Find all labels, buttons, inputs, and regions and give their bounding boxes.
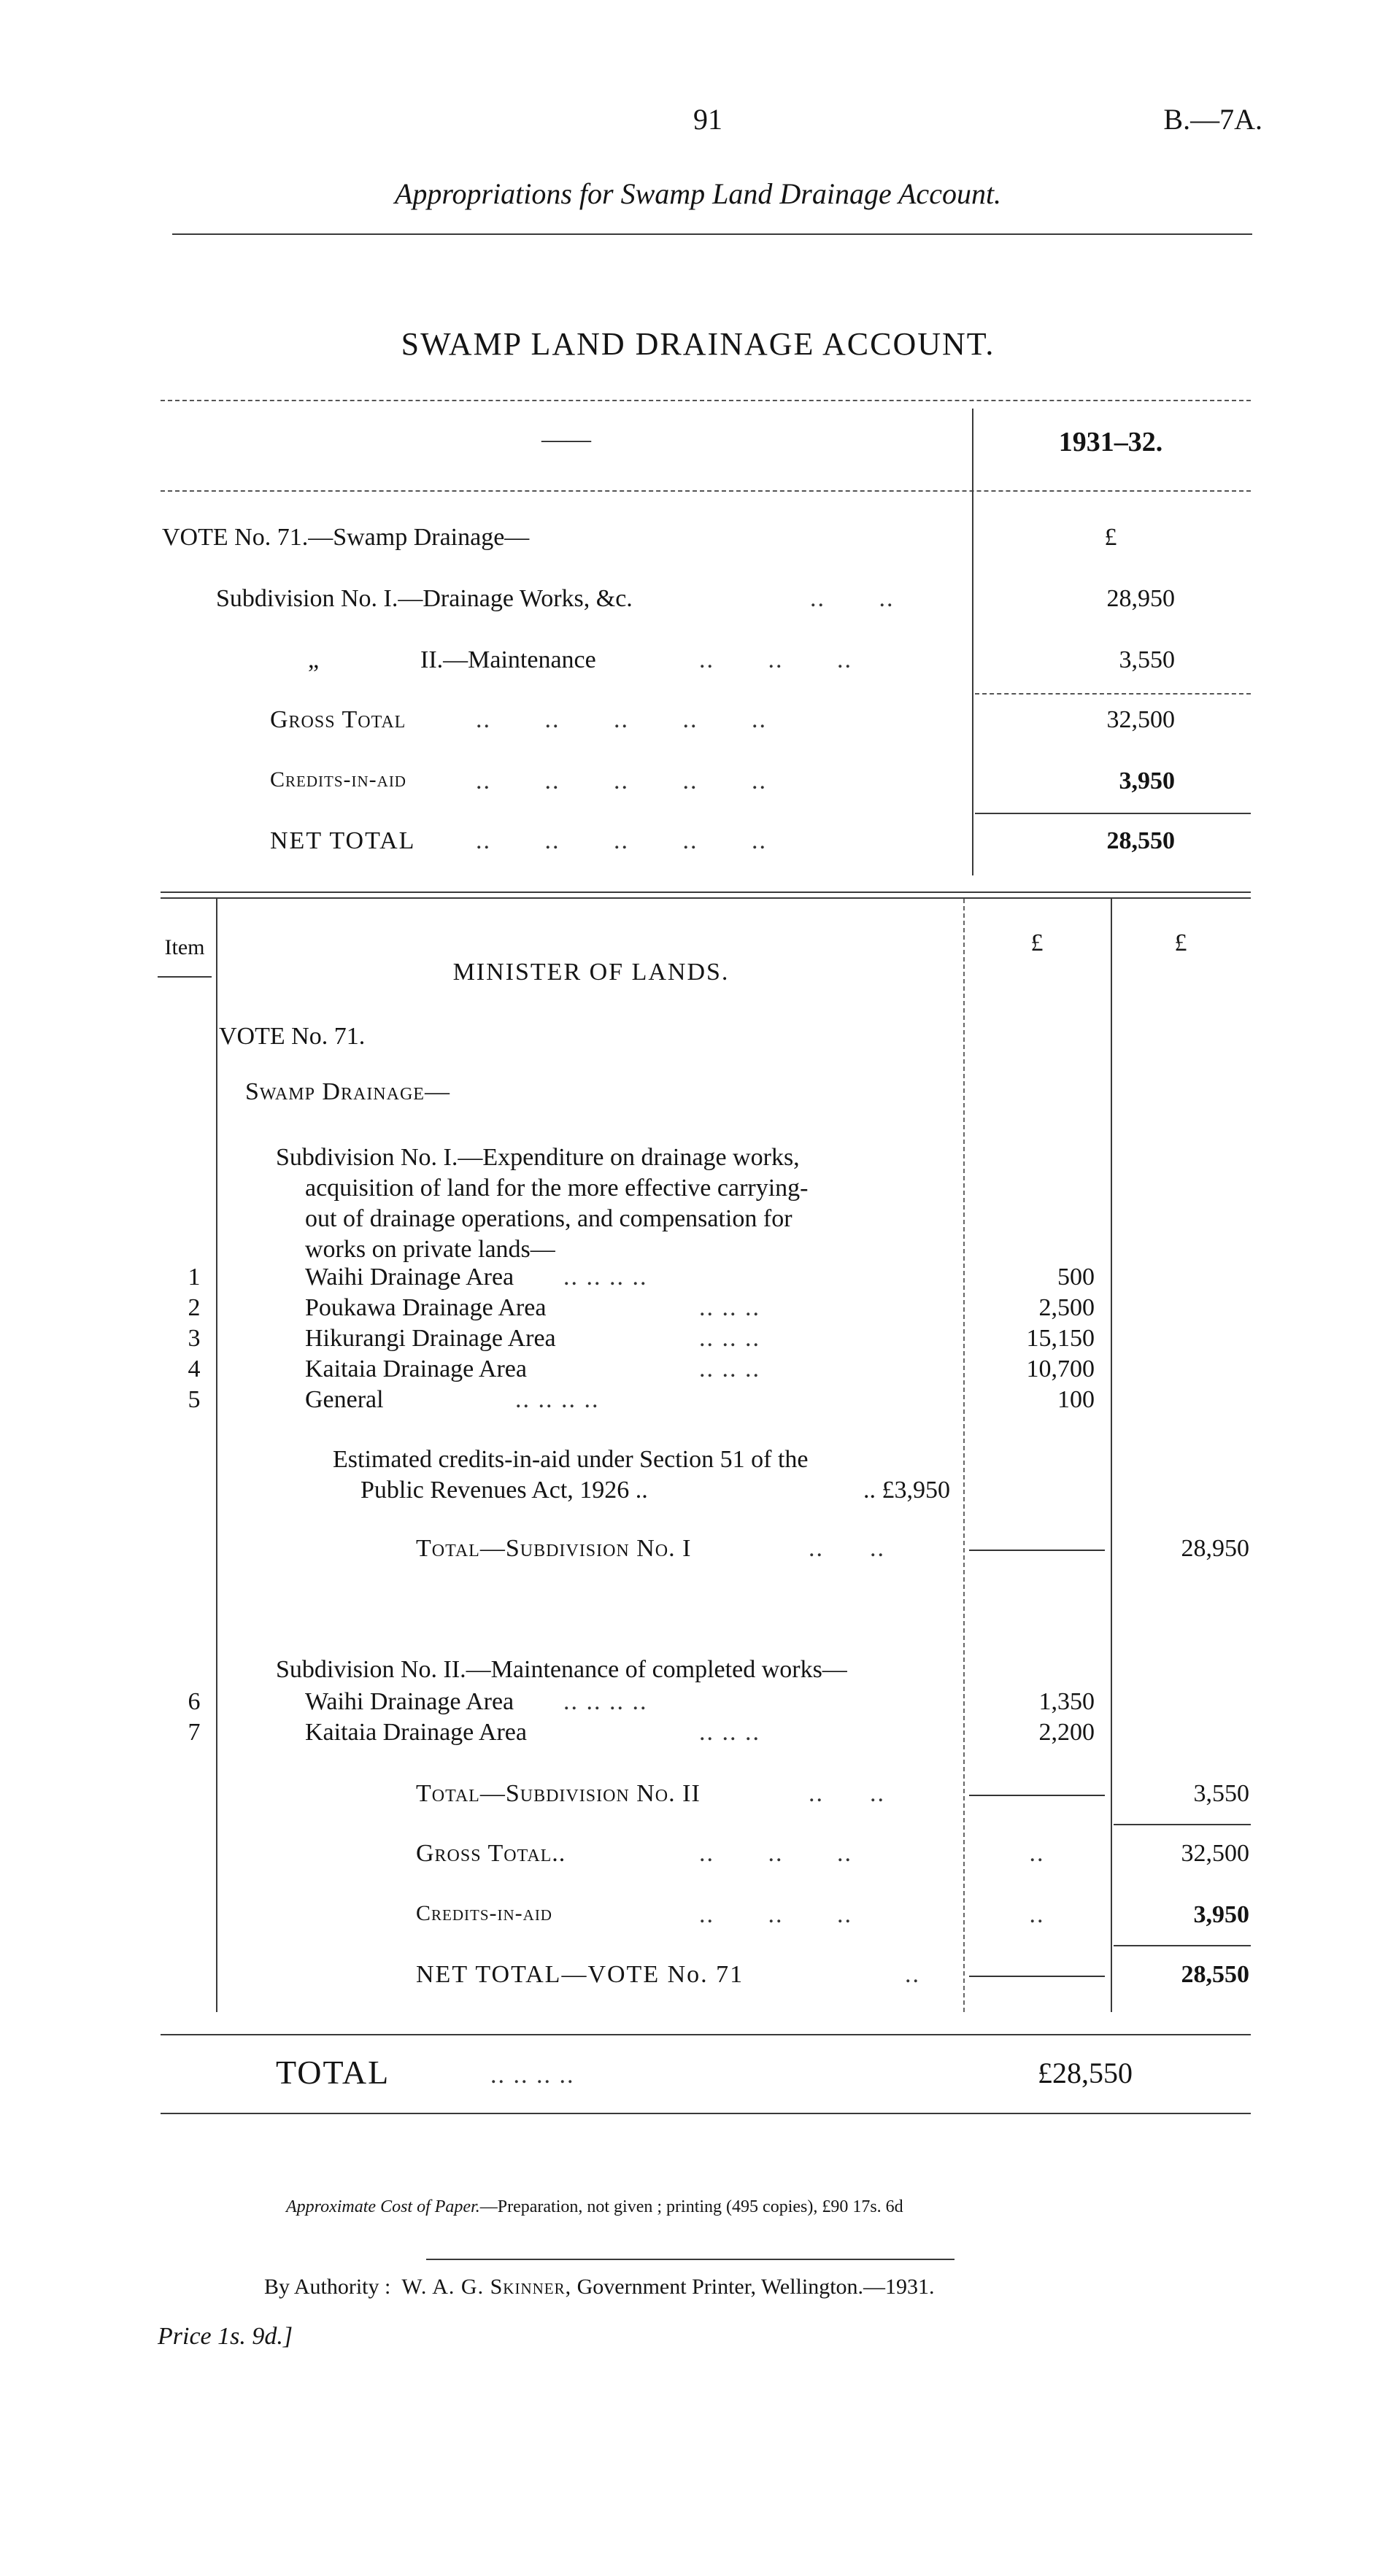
total-sub1-value: 28,950 <box>1181 1535 1249 1562</box>
authority-name: W. A. G. Skinner, <box>401 2275 572 2299</box>
summary-leader: .. .. .. <box>699 646 852 673</box>
item-label: Kaitaia Drainage Area <box>305 1355 527 1382</box>
item-number: 7 <box>188 1719 201 1746</box>
item-leader: .. .. .. <box>699 1294 760 1321</box>
total-sub2-value: 3,550 <box>1193 1780 1249 1807</box>
detail-net-label: NET TOTAL—VOTE No. 71 <box>416 1961 744 1988</box>
row-leader: .. .. <box>809 1780 885 1807</box>
item-value: 100 <box>1057 1386 1095 1413</box>
sub2-description: Subdivision No. II.—Maintenance of completed works— <box>276 1656 847 1683</box>
row-leader: .. .. <box>809 1535 885 1562</box>
header-rule <box>172 233 1252 235</box>
authority-text: Government Printer, Wellington.—1931. <box>576 2275 935 2299</box>
item-value: 15,150 <box>1026 1325 1095 1352</box>
row-leader: .. .. .. <box>699 1840 852 1867</box>
price: Price 1s. 9d.] <box>158 2323 293 2350</box>
total-sub1-line <box>969 1550 1105 1551</box>
item-value: 2,200 <box>1038 1719 1095 1746</box>
summary-leader: .. .. <box>810 585 895 612</box>
detail-gross-rule <box>1114 1824 1251 1825</box>
total-sub2-line <box>969 1795 1105 1796</box>
item-leader: .. .. .. <box>699 1719 760 1746</box>
item-leader: .. .. .. <box>699 1325 760 1352</box>
item-label: Hikurangi Drainage Area <box>305 1325 556 1352</box>
sub1-description-line: works on private lands— <box>305 1236 555 1263</box>
detail-net-value: 28,550 <box>1181 1961 1249 1988</box>
detail-top-rule <box>161 891 1251 893</box>
item-leader: .. .. .. <box>699 1355 760 1382</box>
cost-of-paper-text: —Preparation, not given ; printing (495 copies), £90 17s. 6d <box>479 2197 903 2216</box>
page-number: 91 <box>693 103 722 136</box>
summary-credits-label: Credits-in-aid <box>270 767 406 792</box>
detail-currency-col1: £ <box>1030 929 1044 956</box>
grand-total-top-rule <box>161 2034 1251 2035</box>
summary-net-value: 28,550 <box>1106 827 1175 854</box>
item-column-header: Item <box>164 935 205 959</box>
cost-of-paper-note <box>286 2197 903 2217</box>
summary-vote-line: VOTE No. 71.—Swamp Drainage— <box>162 524 530 551</box>
minister-heading: MINISTER OF LANDS. <box>452 959 730 986</box>
summary-sub1-value: 28,950 <box>1106 585 1175 612</box>
summary-sub1-label: Subdivision No. I.—Drainage Works, &c. <box>216 585 633 612</box>
item-label: Waihi Drainage Area <box>305 1264 514 1291</box>
item-number: 3 <box>188 1325 201 1352</box>
grand-total-bottom-rule <box>161 2113 1251 2114</box>
grand-total-label: TOTAL <box>276 2054 390 2091</box>
item-label: General <box>305 1386 384 1413</box>
detail-currency-col2: £ <box>1174 929 1187 956</box>
detail-credits-label: Credits-in-aid <box>416 1901 552 1925</box>
grand-total-value: £28,550 <box>1038 2057 1133 2089</box>
summary-top-rule <box>161 400 1251 401</box>
grand-total-leader: .. .. .. .. <box>490 2062 575 2089</box>
summary-currency: £ <box>1104 524 1117 551</box>
summary-head-rule <box>161 490 1251 492</box>
summary-leader: .. .. .. .. .. <box>476 706 767 733</box>
detail-top-rule-double <box>161 897 1251 899</box>
summary-col-head-left: —— <box>541 426 591 453</box>
item-number: 4 <box>188 1355 201 1382</box>
footer-rule <box>426 2259 955 2260</box>
cost-of-paper-prefix: Approximate Cost of Paper. <box>286 2197 480 2216</box>
total-sub1-label: Total—Subdivision No. I <box>416 1535 692 1562</box>
authority-prefix: By Authority : <box>264 2275 391 2299</box>
item-number: 2 <box>188 1294 201 1321</box>
authority-line <box>264 2275 935 2300</box>
summary-leader: .. .. .. .. .. <box>476 767 767 794</box>
summary-sub2-label: II.—Maintenance <box>420 646 596 673</box>
sub1-description-line: acquisition of land for the more effective carrying- <box>305 1175 809 1202</box>
running-title: Appropriations for Swamp Land Drainage Account. <box>394 177 1002 210</box>
item-label: Kaitaia Drainage Area <box>305 1719 527 1746</box>
item-value: 1,350 <box>1038 1688 1095 1715</box>
sub1-description-line: out of drainage operations, and compensation for <box>305 1205 793 1232</box>
item-leader: .. .. .. .. <box>515 1386 600 1413</box>
detail-net-rule <box>1114 1945 1251 1946</box>
summary-sub2-ditto: „ <box>308 646 320 673</box>
item-leader: .. .. .. .. <box>563 1264 648 1291</box>
vote-heading: VOTE No. 71. <box>219 1023 366 1050</box>
detail-ditto-dots: .. <box>1029 1901 1045 1928</box>
summary-leader: .. .. .. .. .. <box>476 827 767 854</box>
summary-net-rule <box>975 813 1251 814</box>
estimated-credits-line: Public Revenues Act, 1926 .. <box>360 1477 648 1504</box>
document-reference: B.—7A. <box>1163 103 1262 136</box>
item-number: 5 <box>188 1386 201 1413</box>
item-value: 500 <box>1057 1264 1095 1291</box>
detail-net-line <box>969 1976 1105 1977</box>
row-leader: .. .. .. <box>699 1901 852 1928</box>
row-leader: .. <box>905 1961 920 1988</box>
summary-gross-label: Gross Total <box>270 706 406 733</box>
item-number: 1 <box>188 1264 201 1291</box>
detail-ditto-dots: .. <box>1029 1840 1045 1867</box>
summary-subtotal-rule <box>975 693 1251 695</box>
item-number: 6 <box>188 1688 201 1715</box>
sub1-description-line: Subdivision No. I.—Expenditure on drainage works, <box>276 1144 800 1171</box>
detail-gross-label: Gross Total.. <box>416 1840 566 1867</box>
summary-credits-value: 3,950 <box>1119 767 1175 794</box>
item-value: 10,700 <box>1026 1355 1095 1382</box>
item-label: Poukawa Drainage Area <box>305 1294 547 1321</box>
summary-col-head-year: 1931–32. <box>1058 427 1163 457</box>
item-header-rule <box>158 976 212 978</box>
item-leader: .. .. .. .. <box>563 1688 648 1715</box>
summary-net-label: NET TOTAL <box>270 827 416 854</box>
total-sub2-label: Total—Subdivision No. II <box>416 1780 701 1807</box>
item-label: Waihi Drainage Area <box>305 1688 514 1715</box>
swamp-drainage-heading: Swamp Drainage— <box>245 1078 450 1105</box>
detail-gross-value: 32,500 <box>1181 1840 1249 1867</box>
summary-gross-value: 32,500 <box>1106 706 1175 733</box>
estimated-credits-amount: .. £3,950 <box>863 1477 950 1504</box>
item-value: 2,500 <box>1038 1294 1095 1321</box>
summary-sub2-value: 3,550 <box>1119 646 1175 673</box>
detail-credits-value: 3,950 <box>1193 1901 1249 1928</box>
summary-title: SWAMP LAND DRAINAGE ACCOUNT. <box>401 326 995 362</box>
detail-item-divider <box>216 899 217 2012</box>
summary-column-divider <box>972 409 973 875</box>
estimated-credits-line: Estimated credits-in-aid under Section 51 of the <box>333 1446 809 1473</box>
